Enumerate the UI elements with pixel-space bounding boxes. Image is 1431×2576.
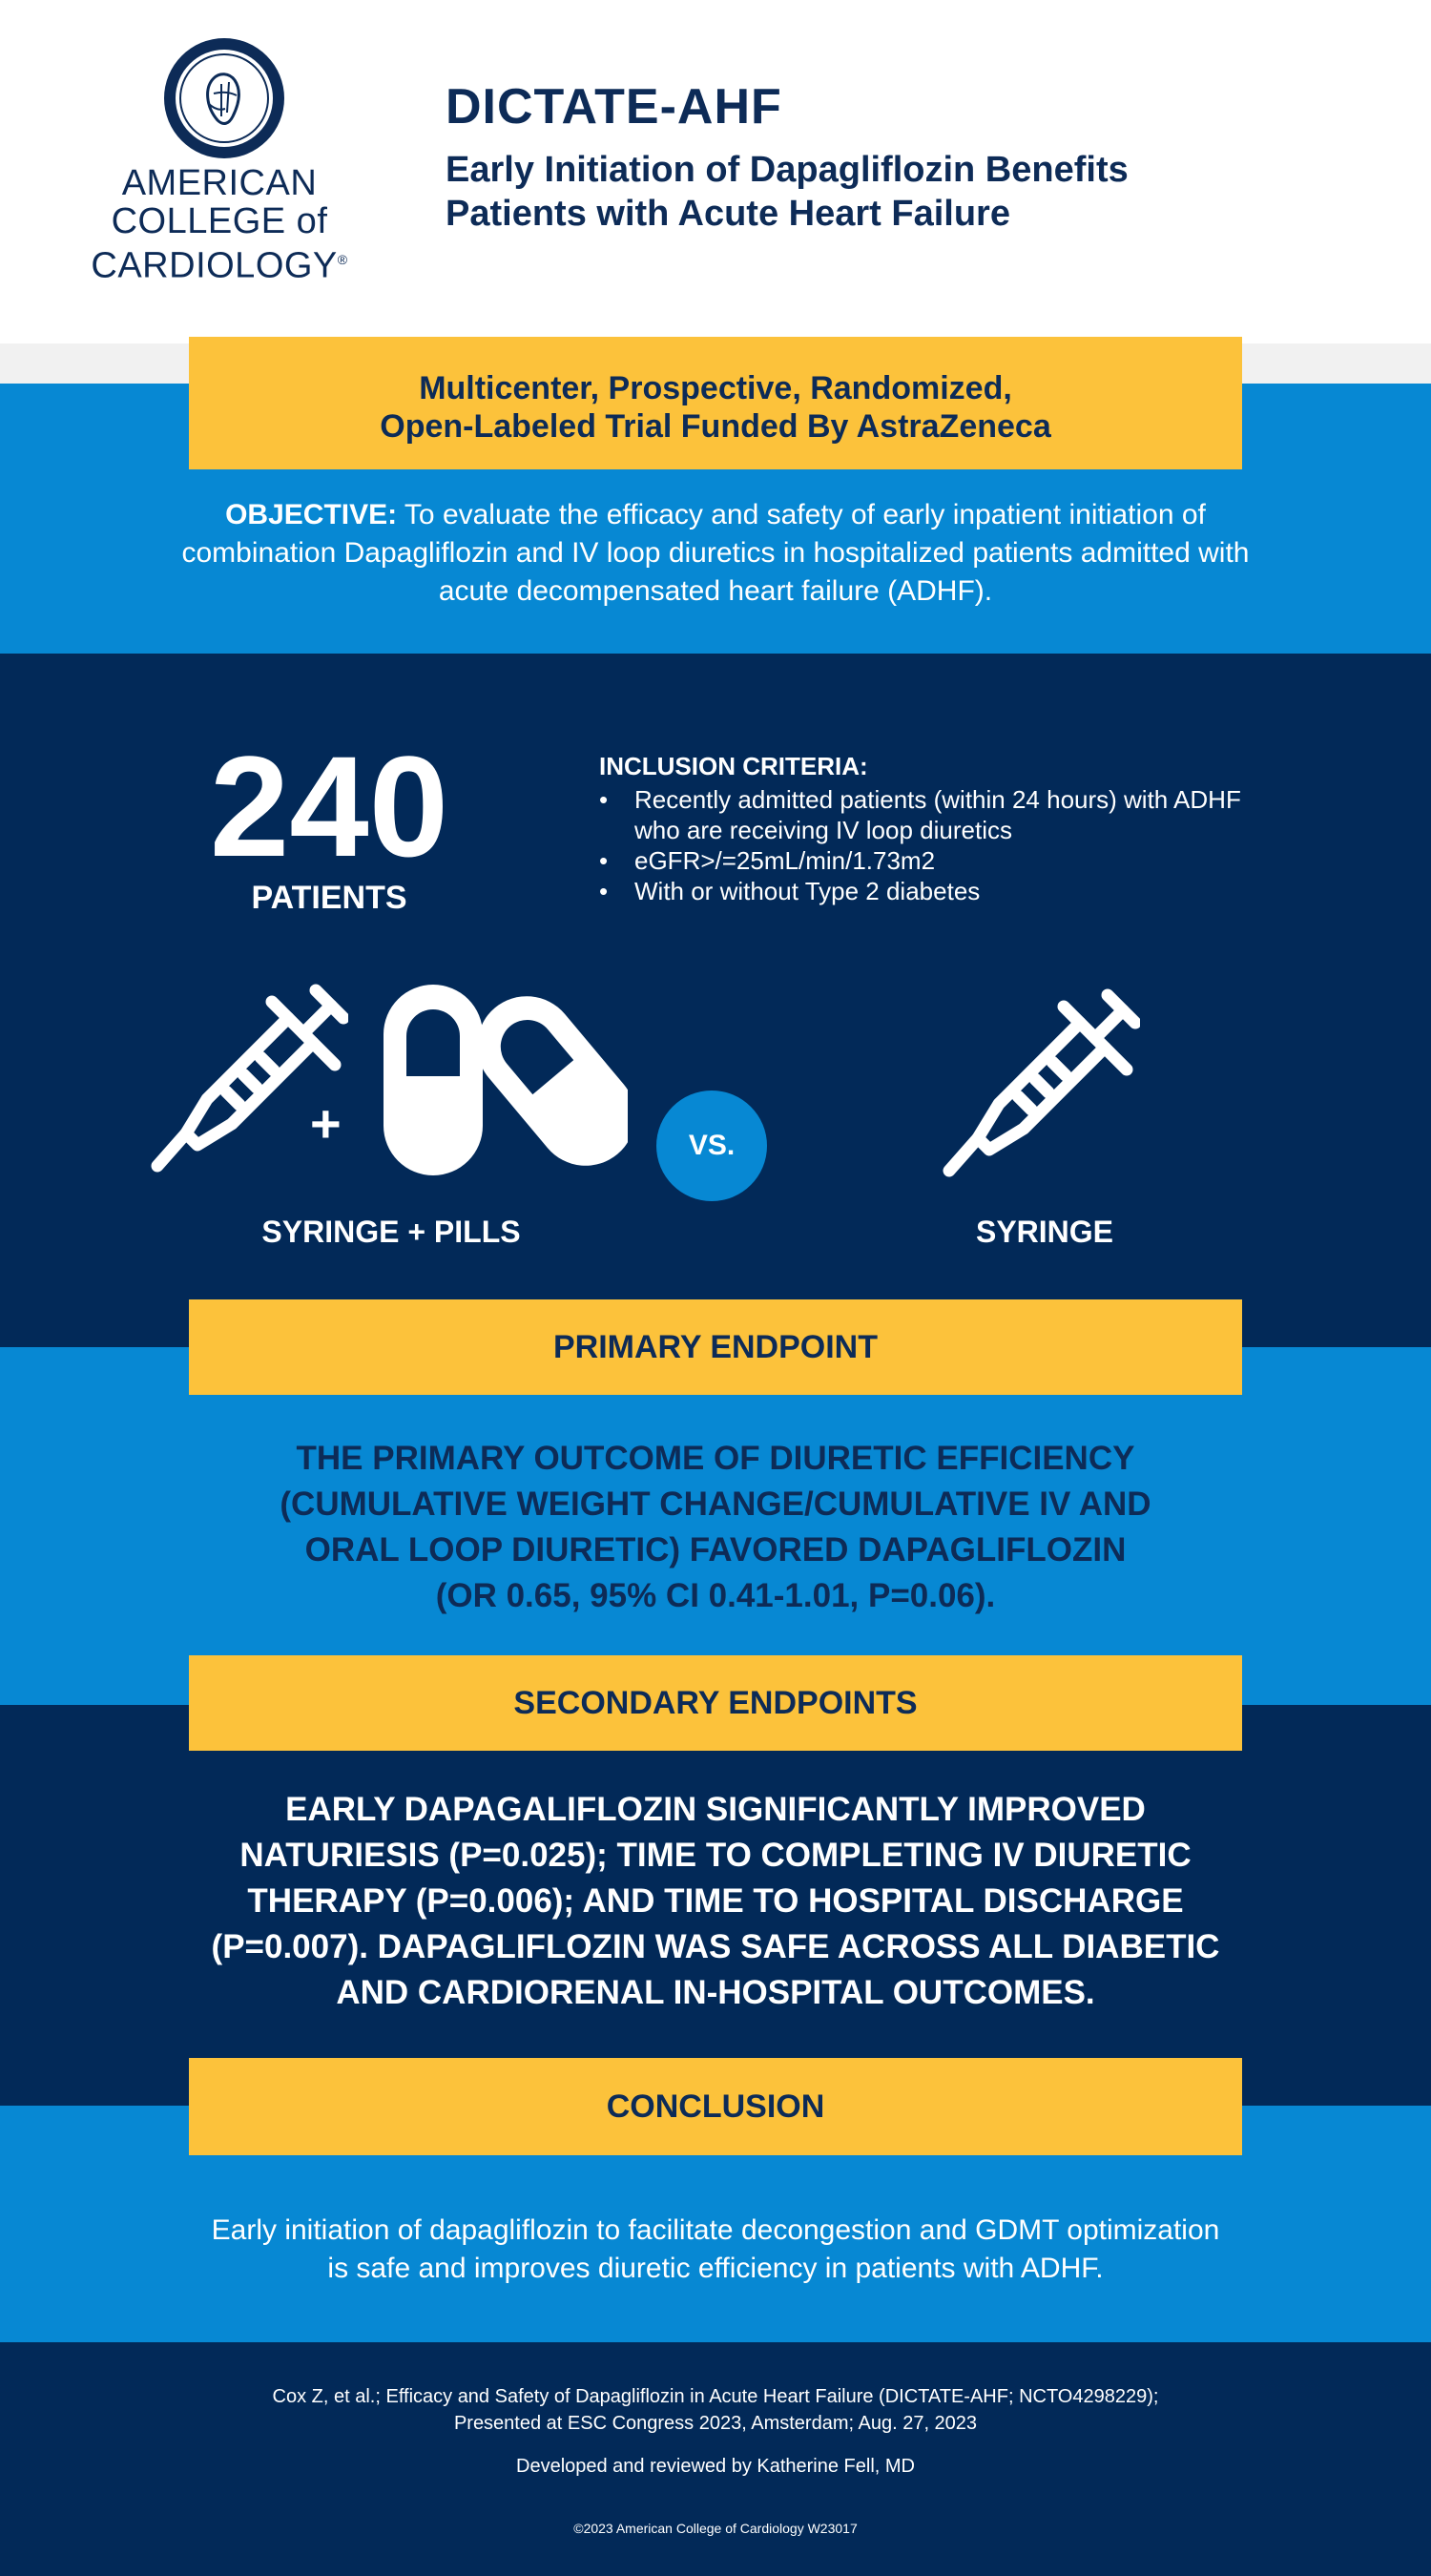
inclusion-list bbox=[599, 784, 1267, 906]
arm-label-syringe-pills: SYRINGE + PILLS bbox=[261, 1215, 521, 1249]
vs-badge: VS. bbox=[656, 1091, 767, 1201]
patient-count: 240 bbox=[209, 726, 449, 886]
inclusion-item: • Recently admitted patients (within 24 hours) with ADHF who are receiving IV loop diuretics bbox=[599, 784, 1267, 845]
patient-count-label: PATIENTS bbox=[251, 880, 407, 916]
conclusion-text: Early initiation of dapagliflozin to facilitate decongestion and GDMT optimization is safe and improves diuretic efficiency in patients with ADHF. bbox=[211, 2214, 1220, 2284]
objective-text: OBJECTIVE: To evaluate the efficacy and safety of early inpatient initiation of combination Dapagliflozin and IV loop diuretics in hospitalized patients admitted with acute decompensated heart failure (ADHF). bbox=[181, 499, 1250, 607]
plus-sign: + bbox=[310, 1093, 342, 1153]
citation: Cox Z, et al.; Efficacy and Safety of Dapagliflozin in Acute Heart Failure (DICTATE-AHF; NCTO4298229); Presented at ESC Congress 2023, Amsterdam; Aug. 27, 2023 bbox=[272, 2386, 1159, 2434]
arm-label-syringe: SYRINGE bbox=[975, 1215, 1114, 1249]
acc-wordmark: AMERICAN COLLEGE of CARDIOLOGY® bbox=[91, 163, 348, 286]
developed-by: Developed and reviewed by Katherine Fell, MD bbox=[516, 2456, 915, 2477]
primary-endpoint-text: THE PRIMARY OUTCOME OF DIURETIC EFFICIENCY (CUMULATIVE WEIGHT CHANGE/CUMULATIVE IV AND ORAL LOOP DIURETIC) FAVORED DAPAGLIFLOZIN (OR 0.65, 95% CI 0.41-1.01, P=0.06). bbox=[280, 1440, 1151, 1614]
syringe-icon bbox=[940, 987, 1140, 1188]
trial-design-banner: Multicenter, Prospective, Randomized, Open-Labeled Trial Funded By AstraZeneca bbox=[189, 337, 1242, 469]
secondary-endpoints-text: EARLY DAPAGALIFLOZIN SIGNIFICANTLY IMPROVED NATURIESIS (P=0.025); TIME TO COMPLETING IV DIURETIC THERAPY (P=0.006); AND TIME TO HOSPITAL DISCHARGE (P=0.007). DAPAGLIFLOZIN WAS SAFE ACROSS ALL DIABETIC AND CARDIORENAL IN-HOSPITAL OUTCOMES. bbox=[211, 1791, 1220, 2011]
inclusion-item: • eGFR>/=25mL/min/1.73m2 bbox=[599, 845, 1267, 876]
secondary-endpoints-heading: SECONDARY ENDPOINTS bbox=[189, 1655, 1242, 1751]
pills-icon bbox=[380, 981, 628, 1181]
inclusion-heading: INCLUSION CRITERIA: bbox=[599, 752, 868, 780]
page-title: DICTATE-AHF bbox=[446, 79, 782, 135]
acc-seal-logo bbox=[164, 38, 284, 158]
copyright: ©2023 American College of Cardiology W23017 bbox=[573, 2521, 858, 2536]
inclusion-item: • With or without Type 2 diabetes bbox=[599, 876, 1267, 906]
page-subtitle: Early Initiation of Dapagliflozin Benefits Patients with Acute Heart Failure bbox=[446, 150, 1129, 234]
conclusion-heading: CONCLUSION bbox=[189, 2058, 1242, 2155]
header bbox=[0, 0, 1431, 343]
primary-endpoint-heading: PRIMARY ENDPOINT bbox=[189, 1299, 1242, 1395]
